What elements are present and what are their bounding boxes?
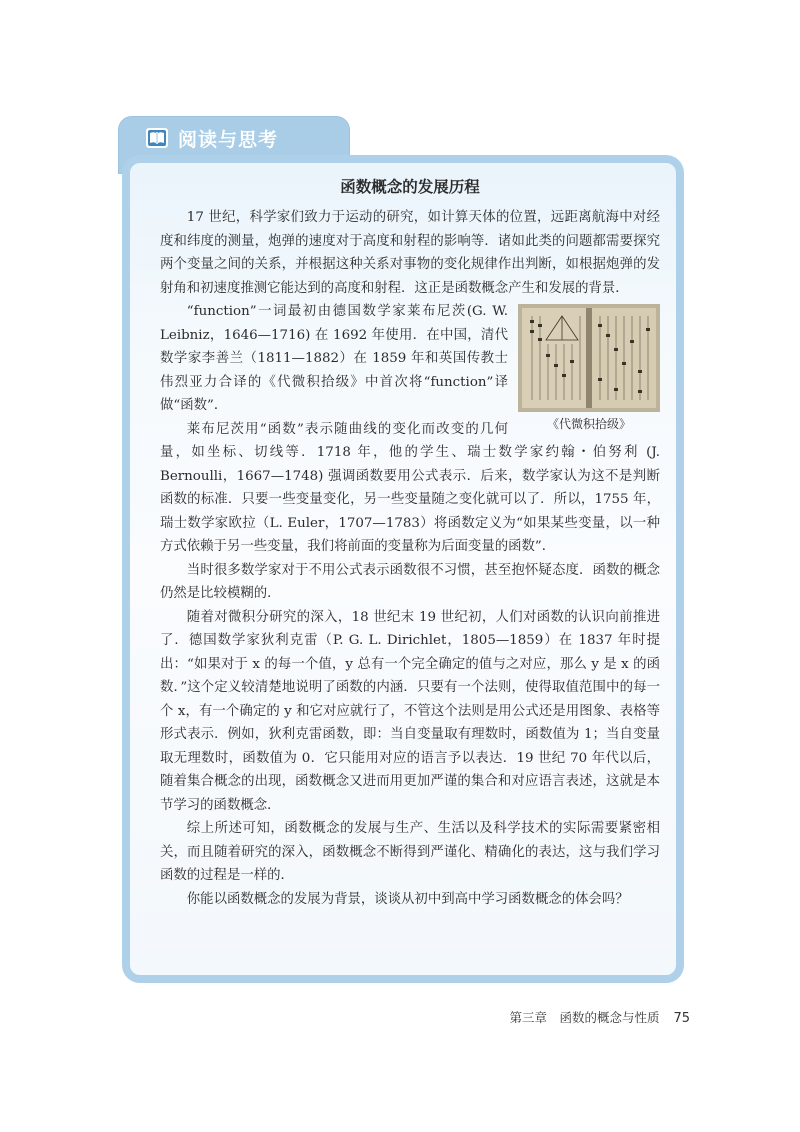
page-number: 75 <box>673 1011 690 1026</box>
book-photo <box>518 304 660 412</box>
figure <box>518 304 660 434</box>
paragraph-5: 随着对微积分研究的深入，18 世纪末 19 世纪初，人们对函数的认识向前推进了．德国数学家狄利克雷（P. G. L. Dirichlet，1805—1859）在 1837 年时提出：“如果对于 x 的每一个值，y 总有一个完全确定的值与之对应，那么 y 是 x 的函数．”这个定义较清楚地说明了函数的内涵．只要有一个法则，使得取值范围中的每一个 x，有一个确定的 y 和它对应就行了，不管这个法则是用公式还是用图象、表格等形式表示．例如，狄利克雷函数，即：当自变量取有理数时，函数值为 1；当自变量取无理数时，函数值为 0．它只能用对应的语言予以表达．19 世纪 70 年代以后，随着集合概念的出现，函数概念又进而用更加严谨的集合和对应语言表述，这就是本节学习的函数概念． <box>160 609 660 813</box>
paragraph-1: 17 世纪，科学家们致力于运动的研究，如计算天体的位置，远距离航海中对经度和纬度的测量，炮弹的速度对于高度和射程的影响等．诸如此类的问题都需要探究两个变量之间的关系，并根据这种关系对事物的变化规律作出判断，如根据炮弹的发射角和初速度推测它能达到的高度和射程．这正是函数概念产生和发展的背景． <box>160 210 660 296</box>
page-footer <box>509 1008 690 1026</box>
chapter-label: 第三章 函数的概念与性质 <box>509 1010 660 1025</box>
article-content <box>160 172 660 911</box>
figure-caption: 《代微积拾级》 <box>546 417 631 431</box>
paragraph-4: 当时很多数学家对于不用公式表示函数很不习惯，甚至抱怀疑态度．函数的概念仍然是比较模糊的． <box>160 562 660 601</box>
paragraph-2: “function”一词最初由德国数学家莱布尼茨(G. W. Leibniz，1646—1716) 在 1692 年使用．在中国，清代数学家李善兰（1811—1882）在 1859 年和英国传教士伟烈亚力合译的《代微积拾级》中首次将“function”译做“函数”． <box>160 304 508 413</box>
section-tab-label-group <box>144 122 278 154</box>
book-icon <box>144 125 170 151</box>
paragraph-6: 综上所述可知，函数概念的发展与生产、生活以及科学技术的实际需要紧密相关，而且随着研究的深入，函数概念不断得到严谨化、精确化的表达，这与我们学习函数的过程是一样的． <box>160 821 660 883</box>
article-title: 函数概念的发展历程 <box>340 178 480 196</box>
paragraph-3: 莱布尼茨用“函数”表示随曲线的变化而改变的几何量，如坐标、切线等．1718 年，他的学生、瑞士数学家约翰・伯努利 (J. Bernoulli，1667—1748) 强调函数要用公式表示．后来，数学家认为这不是判断函数的标准．只要一些变量变化，另一些变量随之变化就可以了．所以，1755 年，瑞士数学家欧拉（L. Euler，1707—1783）将函数定义为“如果某些变量，以一种方式依赖于另一些变量，我们将前面的变量称为后面变量的函数”． <box>160 421 660 554</box>
section-title: 阅读与思考 <box>178 128 279 151</box>
book-image <box>518 304 660 412</box>
paragraph-7: 你能以函数概念的发展为背景，谈谈从初中到高中学习函数概念的体会吗？ <box>186 891 629 907</box>
